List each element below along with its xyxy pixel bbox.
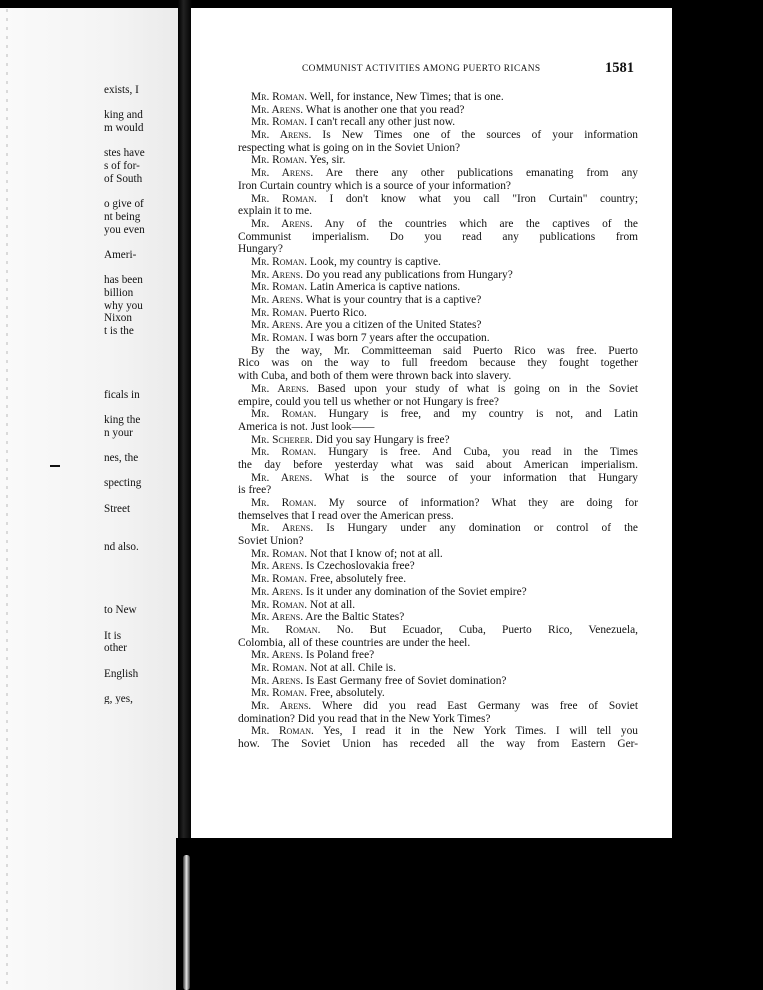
speaker-name: Mr. Arens. [251, 674, 304, 687]
line-text: Hungary is free. And Cuba, you read in the Times [316, 446, 638, 459]
line-text: Is Hungary under any domination or control of the [313, 522, 638, 535]
text-line [238, 243, 638, 256]
left-page-fragment: exists, I [104, 84, 139, 96]
line-text: Puerto Rico. [307, 306, 367, 319]
text-line [238, 319, 638, 332]
left-page-fragment [104, 97, 178, 110]
text-line [238, 510, 638, 523]
speaker-name: Mr. Arens. [251, 103, 304, 116]
text-line [238, 649, 638, 662]
text-line [238, 180, 638, 193]
line-text: Is Czechoslovakia free? [303, 560, 415, 573]
speaker-name: Mr. Roman. [251, 661, 308, 674]
speaker-name: Mr. Arens. [251, 611, 304, 624]
line-text: By the way, Mr. Committeeman said Puerto Rico was free. Puerto [251, 344, 638, 357]
left-page-fragment [104, 465, 178, 478]
scan-top-border [0, 0, 763, 8]
left-page-fragment [104, 363, 178, 376]
left-page-fragment: other [104, 642, 127, 655]
line-text: with Cuba, and both of them were thrown back into slavery. [238, 370, 512, 383]
left-page-fragment: nt being [104, 210, 141, 223]
left-page-fragment [104, 186, 178, 199]
speaker-name: Mr. Roman. [251, 573, 308, 586]
text-line [238, 167, 638, 180]
text-line [238, 116, 638, 129]
text-line [238, 611, 638, 624]
speaker-name: Mr. Roman. [251, 91, 308, 103]
text-line [238, 497, 638, 510]
text-line [238, 408, 638, 421]
left-page-fragment: ficals in [104, 388, 140, 401]
speaker-name: Mr. Arens. [251, 167, 314, 180]
line-text: I don't know what you call "Iron Curtain" country; [316, 192, 638, 205]
line-text: Well, for instance, New Times; that is one. [307, 91, 504, 103]
text-line [238, 472, 638, 485]
speaker-name: Mr. Arens. [251, 294, 304, 306]
line-text: Latin America is captive nations. [307, 281, 461, 294]
text-line [238, 193, 638, 206]
left-page-fragment [104, 515, 178, 528]
text-line [238, 700, 638, 713]
speaker-name: Mr. Arens. [251, 585, 304, 598]
speaker-name: Mr. Roman. [251, 725, 314, 738]
left-page-fragment [104, 579, 178, 592]
left-page-fragment: m would [104, 122, 144, 135]
line-text: Iron Curtain country which is a source of your information? [238, 179, 511, 192]
speaker-name: Mr. Arens. [251, 268, 304, 281]
spine-highlight [183, 855, 190, 990]
line-text: Do you read any publications from Hungary? [303, 268, 513, 281]
line-text: What is your country that is a captive? [303, 294, 482, 306]
line-text: empire, could you tell us whether or not Hungary is free? [238, 395, 499, 408]
speaker-name: Mr. Roman. [251, 497, 317, 509]
left-page-fragment: stes have [104, 147, 145, 160]
line-text: What is the source of your information that Hungary [312, 471, 638, 484]
left-page-fragment [104, 617, 178, 630]
line-text: explain it to me. [238, 205, 313, 218]
page-edge-mark [50, 465, 60, 467]
text-line [238, 281, 638, 294]
speaker-name: Mr. Roman. [251, 408, 317, 421]
line-text: Is East Germany free of Soviet domination? [303, 674, 507, 687]
speaker-name: Mr. Arens. [251, 700, 312, 712]
text-line [238, 91, 638, 104]
text-line [238, 586, 638, 599]
left-page-fragment: t is the [104, 325, 134, 338]
line-text: Hungary is free, and my country is not, and Latin [316, 408, 638, 421]
line-text: the day before yesterday what was said about American imperialism. [238, 458, 638, 471]
line-text: Are you a citizen of the United States? [303, 319, 482, 332]
speaker-name: Mr. Roman. [251, 598, 308, 611]
left-page-fragment [104, 439, 178, 452]
line-text: themselves that I read over the American press. [238, 509, 454, 522]
left-page-fragment [104, 566, 178, 579]
line-text: Where did you read East Germany was free of Soviet [311, 700, 638, 712]
text-line [238, 446, 638, 459]
speaker-name: Mr. Scherer. [251, 433, 313, 446]
speaker-name: Mr. Arens. [251, 319, 304, 332]
left-page-fragment: n your [104, 426, 133, 439]
line-text: Not at all. [307, 598, 356, 611]
text-line [238, 256, 638, 269]
speaker-name: Mr. Roman. [251, 306, 308, 319]
line-text: Free, absolutely. [307, 687, 385, 700]
speaker-name: Mr. Roman. [251, 332, 308, 345]
testimony-text [238, 91, 638, 751]
line-text: My source of information? What they are doing for [316, 497, 638, 509]
text-line [238, 205, 638, 218]
speaker-name: Mr. Arens. [251, 471, 313, 484]
line-text: Is New Times one of the sources of your information [311, 129, 638, 142]
line-text: Hungary? [238, 243, 283, 256]
left-page-fragment: It is [104, 629, 122, 642]
left-page-text-fragments [104, 84, 178, 704]
running-header: COMMUNIST ACTIVITIES AMONG PUERTO RICANS [302, 64, 541, 74]
left-page-fragment [104, 135, 178, 148]
text-line [238, 713, 638, 726]
left-page-fragment: Nixon [104, 312, 132, 325]
line-text: America is not. Just look—— [238, 420, 375, 433]
line-text: I was born 7 years after the occupation. [307, 332, 490, 345]
line-text: Yes, I read it in the New York Times. I will tell you [313, 725, 638, 738]
text-line [238, 738, 638, 751]
left-page-fragment [104, 376, 178, 389]
speaker-name: Mr. Arens. [251, 522, 314, 535]
line-text: Any of the countries which are the captives of the [312, 217, 638, 230]
text-line [238, 624, 638, 637]
left-page-fragment: has been [104, 274, 143, 287]
page-number: 1581 [605, 60, 634, 76]
speaker-name: Mr. Arens. [251, 217, 313, 230]
speaker-name: Mr. Arens. [251, 129, 312, 142]
text-line [238, 484, 638, 497]
text-line [238, 560, 638, 573]
speaker-name: Mr. Roman. [251, 255, 308, 268]
left-page-fragment: English [104, 667, 139, 680]
left-page-fragment: king the [104, 413, 141, 426]
speaker-name: Mr. Arens. [251, 560, 304, 573]
text-line [238, 307, 638, 320]
text-line [238, 231, 638, 244]
line-text: Not at all. Chile is. [307, 661, 396, 674]
text-line [238, 522, 638, 535]
text-line [238, 383, 638, 396]
text-line [238, 345, 638, 358]
text-line [238, 675, 638, 688]
line-text: Is it under any domination of the Soviet empire? [303, 585, 527, 598]
left-page-fragment: of South [104, 172, 143, 185]
left-page-fragment [104, 528, 178, 541]
speaker-name: Mr. Arens. [251, 382, 309, 395]
speaker-name: Mr. Roman. [251, 547, 308, 560]
left-page-fragment: king and [104, 109, 143, 122]
line-text: Rico was on the way to full freedom because they fought together [238, 357, 638, 370]
left-page-fragment [104, 262, 178, 275]
line-text: Soviet Union? [238, 535, 304, 548]
left-page-fragment: billion [104, 287, 134, 299]
scan-bottom-border [176, 838, 763, 990]
speaker-name: Mr. Roman. [251, 281, 308, 294]
line-text: Look, my country is captive. [307, 255, 441, 268]
line-text: Colombia, all of these countries are under the heel. [238, 636, 471, 649]
left-page-fragment [104, 553, 178, 566]
line-text: Yes, sir. [307, 154, 346, 167]
text-line [238, 104, 638, 117]
speaker-name: Mr. Roman. [251, 116, 308, 129]
text-line [238, 662, 638, 675]
text-line [238, 573, 638, 586]
left-page-fragment: specting [104, 477, 142, 490]
left-page-fragment [104, 490, 178, 503]
text-line [238, 218, 638, 231]
left-page-fragment: nes, the [104, 451, 139, 464]
line-text: Did you say Hungary is free? [312, 433, 450, 446]
left-page-fragment: Ameri- [104, 248, 137, 261]
line-text: Are there any other publications emanating from any [313, 167, 638, 180]
left-page-fragment: nd also. [104, 540, 139, 553]
text-line [238, 548, 638, 561]
left-page-fragment [104, 401, 178, 414]
left-page-fragment: o give of [104, 198, 144, 211]
text-line [238, 725, 638, 738]
line-text: Is Poland free? [303, 649, 375, 662]
left-page-fragment: g, yes, [104, 693, 133, 704]
line-text: Free, absolutely free. [307, 573, 407, 586]
text-line [238, 687, 638, 700]
line-text: I can't recall any other just now. [307, 116, 456, 129]
text-line [238, 396, 638, 409]
text-line [238, 142, 638, 155]
text-line [238, 637, 638, 650]
text-line [238, 294, 638, 307]
speaker-name: Mr. Roman. [251, 446, 317, 459]
text-line [238, 357, 638, 370]
left-page-fragment [104, 236, 178, 249]
left-page-fragment [104, 338, 178, 351]
line-text: respecting what is going on in the Soviet Union? [238, 141, 461, 154]
speaker-name: Mr. Roman. [251, 192, 317, 205]
text-line [238, 269, 638, 282]
left-page-fragment [104, 592, 178, 605]
line-text: how. The Soviet Union has receded all the way from Eastern Ger- [238, 738, 638, 751]
line-text: Are the Baltic States? [303, 611, 405, 624]
text-line [238, 421, 638, 434]
left-page-fragment: Street [104, 502, 131, 515]
left-page-fragment [104, 655, 178, 668]
left-page-fragment [104, 680, 178, 693]
text-line [238, 370, 638, 383]
text-line [238, 129, 638, 142]
speaker-name: Mr. Roman. [251, 687, 308, 700]
line-text: What is another one that you read? [303, 103, 465, 116]
left-page-fragment: why you [104, 299, 143, 312]
left-page-fragment: you even [104, 223, 145, 236]
text-line [238, 154, 638, 167]
speaker-name: Mr. Roman. [251, 623, 321, 636]
left-page-fragment [104, 350, 178, 363]
text-line [238, 599, 638, 612]
line-text: No. But Ecuador, Cuba, Puerto Rico, Venezuela, [320, 623, 638, 636]
line-text: is free? [238, 484, 272, 497]
text-line [238, 332, 638, 345]
text-line [238, 434, 638, 447]
speaker-name: Mr. Arens. [251, 649, 304, 662]
left-page-fragment: to New [104, 604, 137, 617]
left-page-fragment: s of for- [104, 160, 140, 173]
speaker-name: Mr. Roman. [251, 154, 308, 167]
line-text: domination? Did you read that in the New York Times? [238, 712, 491, 725]
text-line [238, 535, 638, 548]
line-text: Communist imperialism. Do you read any publications from [238, 230, 638, 243]
line-text: Not that I know of; not at all. [307, 547, 443, 560]
line-text: Based upon your study of what is going on in the Soviet [308, 382, 638, 395]
text-line [238, 459, 638, 472]
